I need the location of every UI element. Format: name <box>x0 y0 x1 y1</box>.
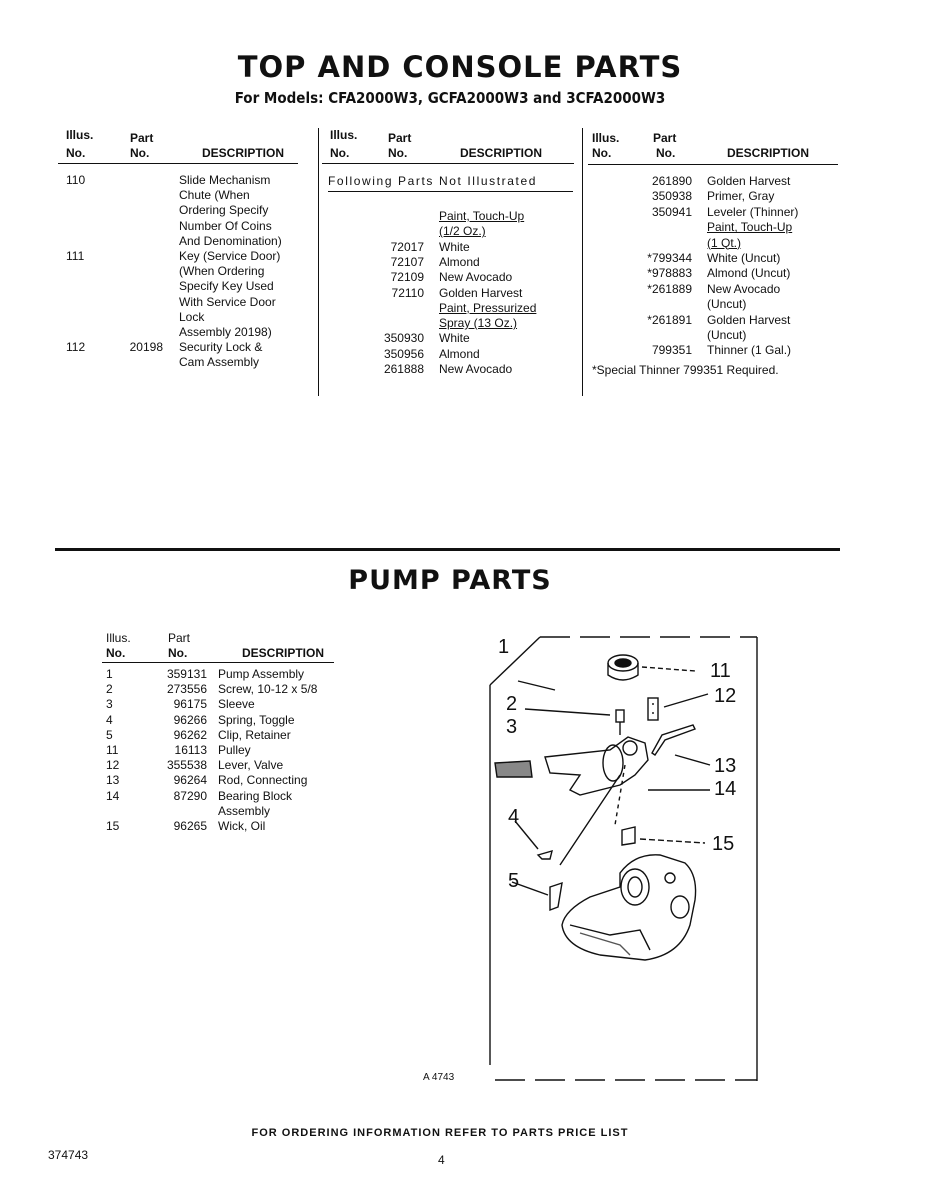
part-description: Number Of Coins <box>179 218 272 233</box>
header-rule <box>102 662 334 663</box>
part-number: 96266 <box>173 712 207 727</box>
illus-number: 110 <box>66 173 86 187</box>
part-number: 87290 <box>173 788 207 803</box>
part-description: With Service Door <box>179 294 276 309</box>
part-header: Part <box>130 131 154 145</box>
callout-5: 5 <box>508 870 520 892</box>
part-description: Golden Harvest <box>707 312 791 327</box>
part-description: Primer, Gray <box>707 189 775 204</box>
part-description: Rod, Connecting <box>218 773 308 788</box>
part-description: Golden Harvest <box>439 285 523 300</box>
header-rule <box>322 163 574 164</box>
part-no-header: No. <box>130 146 150 160</box>
callout-2: 2 <box>506 693 518 715</box>
illus-number: 111 <box>66 249 85 263</box>
part-no-header: No. <box>168 646 188 660</box>
part-description: Assembly 20198) <box>179 325 272 339</box>
column-divider <box>582 128 583 396</box>
part-number: 359131 <box>166 667 207 681</box>
part-description: New Avocado <box>707 281 781 296</box>
part-number: 72017 <box>390 239 424 254</box>
illus-number: 112 <box>66 340 86 355</box>
pump-table-rows <box>102 667 352 842</box>
callout-3: 3 <box>506 716 518 738</box>
callout-12: 12 <box>714 685 737 707</box>
part-description: Almond <box>439 254 480 269</box>
illus-number: 1 <box>106 667 113 681</box>
part-number: 96264 <box>173 773 207 788</box>
part-description: Key (Service Door) <box>179 249 281 263</box>
part-description: Screw, 10-12 x 5/8 <box>218 682 318 697</box>
not-illustrated-rule <box>328 191 573 192</box>
illus-number: 13 <box>106 773 120 788</box>
part-number: *978883 <box>647 266 692 281</box>
part-description: Chute (When <box>179 188 250 203</box>
top-column-1-rows <box>58 173 308 378</box>
part-header: Part <box>388 131 412 145</box>
illus-number: 3 <box>106 697 113 712</box>
part-description: White (Uncut) <box>707 251 781 265</box>
part-description: Paint, Touch-Up <box>439 209 525 223</box>
part-description: And Denomination) <box>179 233 282 248</box>
figure-id: A 4743 <box>423 1072 455 1083</box>
description-header: DESCRIPTION <box>727 146 810 160</box>
part-number: 16113 <box>174 743 207 757</box>
part-number: 273556 <box>166 682 207 697</box>
section-divider <box>55 548 840 551</box>
illus-no-header: No. <box>106 646 126 660</box>
description-header: DESCRIPTION <box>242 646 325 660</box>
callout-1: 1 <box>498 636 510 658</box>
part-number: 350941 <box>651 204 692 219</box>
pump-table-header <box>102 628 334 668</box>
part-number: 350956 <box>383 346 424 361</box>
part-number: 261890 <box>651 174 692 188</box>
part-description: Pump Assembly <box>218 667 305 681</box>
description-header: DESCRIPTION <box>202 146 285 160</box>
part-description: Golden Harvest <box>707 174 791 188</box>
illus-number: 11 <box>106 743 119 757</box>
part-description: Leveler (Thinner) <box>707 204 799 219</box>
part-header: Part <box>653 131 677 145</box>
part-number: *799344 <box>647 251 692 265</box>
part-description: Cam Assembly <box>179 355 260 370</box>
part-description: Almond (Uncut) <box>707 266 791 281</box>
part-description: Assembly <box>218 803 271 818</box>
part-header: Part <box>168 631 191 645</box>
part-description: (When Ordering <box>179 264 265 279</box>
part-number: 72109 <box>390 270 424 285</box>
part-number: 350930 <box>383 331 424 346</box>
part-number: 799351 <box>651 343 692 358</box>
part-number: 20198 <box>129 340 163 355</box>
part-description: Sleeve <box>218 697 255 712</box>
part-number: 261888 <box>383 362 424 376</box>
part-number: *261891 <box>647 312 692 327</box>
part-number: 96265 <box>173 819 207 833</box>
part-no-header: No. <box>656 146 676 160</box>
illus-number: 5 <box>106 727 113 742</box>
part-number: 96262 <box>173 727 207 742</box>
part-description: Ordering Specify <box>179 203 269 218</box>
callout-13: 13 <box>714 755 737 777</box>
callout-11: 11 <box>710 660 731 682</box>
not-illustrated-heading: Following Parts Not Illustrated <box>328 174 537 188</box>
illus-no-header: No. <box>330 146 350 160</box>
part-number: 350938 <box>651 189 692 204</box>
part-description: White <box>439 239 470 254</box>
part-description: Thinner (1 Gal.) <box>707 343 792 358</box>
models-subtitle: For Models: CFA2000W3, GCFA2000W3 and 3CFA2000W3 <box>234 89 666 107</box>
illus-number: 2 <box>106 682 113 697</box>
part-no-header: No. <box>388 146 408 160</box>
part-description: Wick, Oil <box>218 819 266 833</box>
top-section-title: TOP AND CONSOLE PARTS <box>237 50 683 84</box>
part-description: Slide Mechanism <box>179 173 271 187</box>
part-description: Security Lock & <box>179 340 263 355</box>
part-number: 72107 <box>390 254 424 269</box>
part-description: (1 Qt.) <box>707 235 742 250</box>
illus-no-header: No. <box>66 146 86 160</box>
part-description: Almond <box>439 346 480 361</box>
pump-section-title: PUMP PARTS <box>348 565 552 596</box>
part-description: New Avocado <box>439 362 513 376</box>
part-description: Specify Key Used <box>179 279 274 294</box>
part-description: White <box>439 331 470 346</box>
illus-number: 15 <box>106 819 120 833</box>
illus-number: 4 <box>106 712 113 727</box>
illus-no-header: No. <box>592 146 612 160</box>
part-description: (Uncut) <box>707 297 747 312</box>
ordering-note: FOR ORDERING INFORMATION REFER TO PARTS PRICE LIST <box>251 1127 629 1139</box>
illus-header: Illus. <box>66 128 94 142</box>
part-description: (1/2 Oz.) <box>439 224 486 239</box>
part-description: Lock <box>179 309 205 324</box>
top-column-3-rows <box>588 174 840 394</box>
part-description: New Avocado <box>439 270 513 285</box>
part-number: 355538 <box>166 758 207 773</box>
part-description: Pulley <box>218 743 251 757</box>
illus-number: 12 <box>106 758 120 773</box>
part-description: Lever, Valve <box>218 758 284 773</box>
part-number: *261889 <box>647 281 692 296</box>
part-description: Paint, Touch-Up <box>707 220 793 235</box>
header-rule <box>58 163 298 164</box>
part-description: Bearing Block <box>218 788 293 803</box>
part-description: Paint, Pressurized <box>439 300 537 315</box>
special-thinner-note: *Special Thinner 799351 Required. <box>592 362 779 377</box>
part-description: (Uncut) <box>707 328 747 342</box>
illus-header: Illus. <box>592 131 620 145</box>
illus-header: Illus. <box>330 128 358 142</box>
document-number: 374743 <box>48 1148 89 1162</box>
part-number: 96175 <box>173 697 207 712</box>
top-column-2-rows <box>322 209 578 399</box>
callout-4: 4 <box>508 806 520 828</box>
part-description: Spray (13 Oz.) <box>439 316 518 331</box>
description-header: DESCRIPTION <box>460 146 543 160</box>
page-number: 4 <box>438 1153 445 1167</box>
header-rule <box>588 164 838 165</box>
illus-header: Illus. <box>106 631 131 645</box>
illus-number: 14 <box>106 788 120 803</box>
column-divider <box>318 128 319 396</box>
part-description: Spring, Toggle <box>218 712 295 727</box>
part-number: 72110 <box>391 285 424 300</box>
callout-15: 15 <box>712 833 735 855</box>
part-description: Clip, Retainer <box>218 727 291 742</box>
callout-14: 14 <box>714 778 737 800</box>
